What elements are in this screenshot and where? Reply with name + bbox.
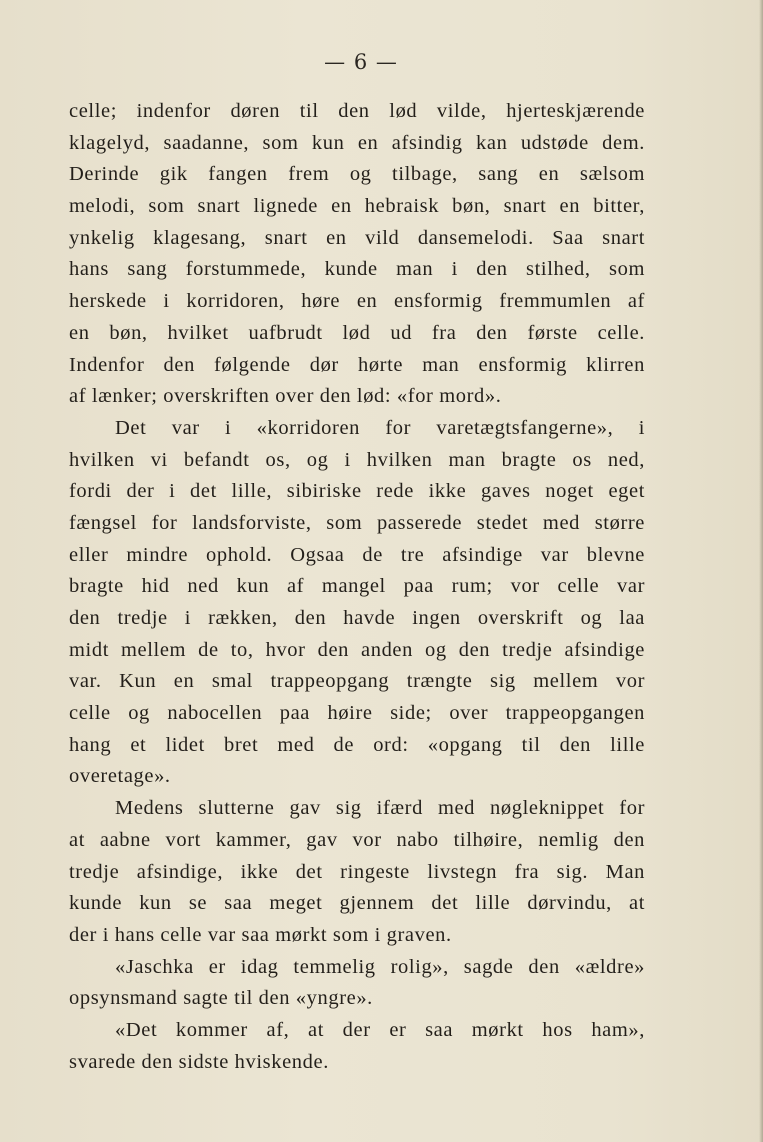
text-line: af lænker; overskriften over den lød: «for mord».	[69, 385, 502, 408]
text-line: herskede i korridoren, høre en ensformig fremmumlen af	[69, 290, 645, 313]
text-line: overetage».	[69, 765, 171, 788]
text-line: hans sang forstummede, kunde man i den stilhed, som	[69, 258, 645, 281]
text-line: kunde kun se saa meget gjennem det lille dørvindu, at	[69, 892, 645, 915]
text-line: celle; indenfor døren til den lød vilde, hjerteskjærende	[69, 100, 645, 122]
body-text	[69, 96, 645, 1078]
text-line: en bøn, hvilket uafbrudt lød ud fra den første celle.	[69, 321, 645, 344]
text-line: fordi der i det lille, sibiriske rede ikke gaves noget eget	[69, 480, 645, 503]
text-line: Derinde gik fangen frem og tilbage, sang en sælsom	[69, 163, 645, 186]
text-line: «Jaschka er idag temmelig rolig», sagde den «ældre»	[115, 955, 645, 978]
text-line: hang et lidet bret med de ord: «opgang til den lille	[69, 733, 645, 756]
text-line: opsynsmand sagte til den «yngre».	[69, 987, 373, 1010]
text-line: «Det kommer af, at der er saa mørkt hos ham»,	[115, 1018, 645, 1041]
text-line: melodi, som snart lignede en hebraisk bøn, snart en bitter,	[69, 195, 645, 218]
text-line: Indenfor den følgende dør hørte man ensformig klirren	[69, 353, 645, 376]
text-line: den tredje i rækken, den havde ingen overskrift og laa	[69, 607, 645, 629]
text-line: ynkelig klagesang, snart en vild dansemelodi. Saa snart	[69, 226, 645, 249]
text-line: klagelyd, saadanne, som kun en afsindig kan udstøde dem.	[69, 131, 645, 154]
page-edge-shadow	[759, 0, 763, 1142]
text-line: hvilken vi befandt os, og i hvilken man bragte os ned,	[69, 448, 645, 471]
text-line: celle og nabocellen paa høire side; over trappeopgangen	[69, 702, 645, 725]
text-line: var. Kun en smal trappeopgang trængte sig mellem vor	[69, 670, 645, 693]
text-line: tredje afsindige, ikke det ringeste livstegn fra sig. Man	[69, 860, 645, 883]
text-line: midt mellem de to, hvor den anden og den tredje afsindige	[69, 638, 645, 661]
text-line: at aabne vort kammer, gav vor nabo tilhøire, nemlig den	[69, 828, 645, 851]
text-line: eller mindre ophold. Ogsaa de tre afsindige var blevne	[69, 543, 645, 566]
text-line: svarede den sidste hviskende.	[69, 1050, 329, 1073]
text-line: fængsel for landsforviste, som passerede stedet med større	[69, 511, 645, 534]
text-line: der i hans celle var saa mørkt som i graven.	[69, 923, 452, 946]
text-line: bragte hid ned kun af mangel paa rum; vor celle var	[69, 575, 645, 598]
page-number: — 6 —	[324, 50, 398, 74]
text-line: Det var i «korridoren for varetægtsfangerne», i	[115, 416, 645, 439]
text-line: Medens slutterne gav sig ifærd med nøgleknippet for	[115, 797, 645, 820]
